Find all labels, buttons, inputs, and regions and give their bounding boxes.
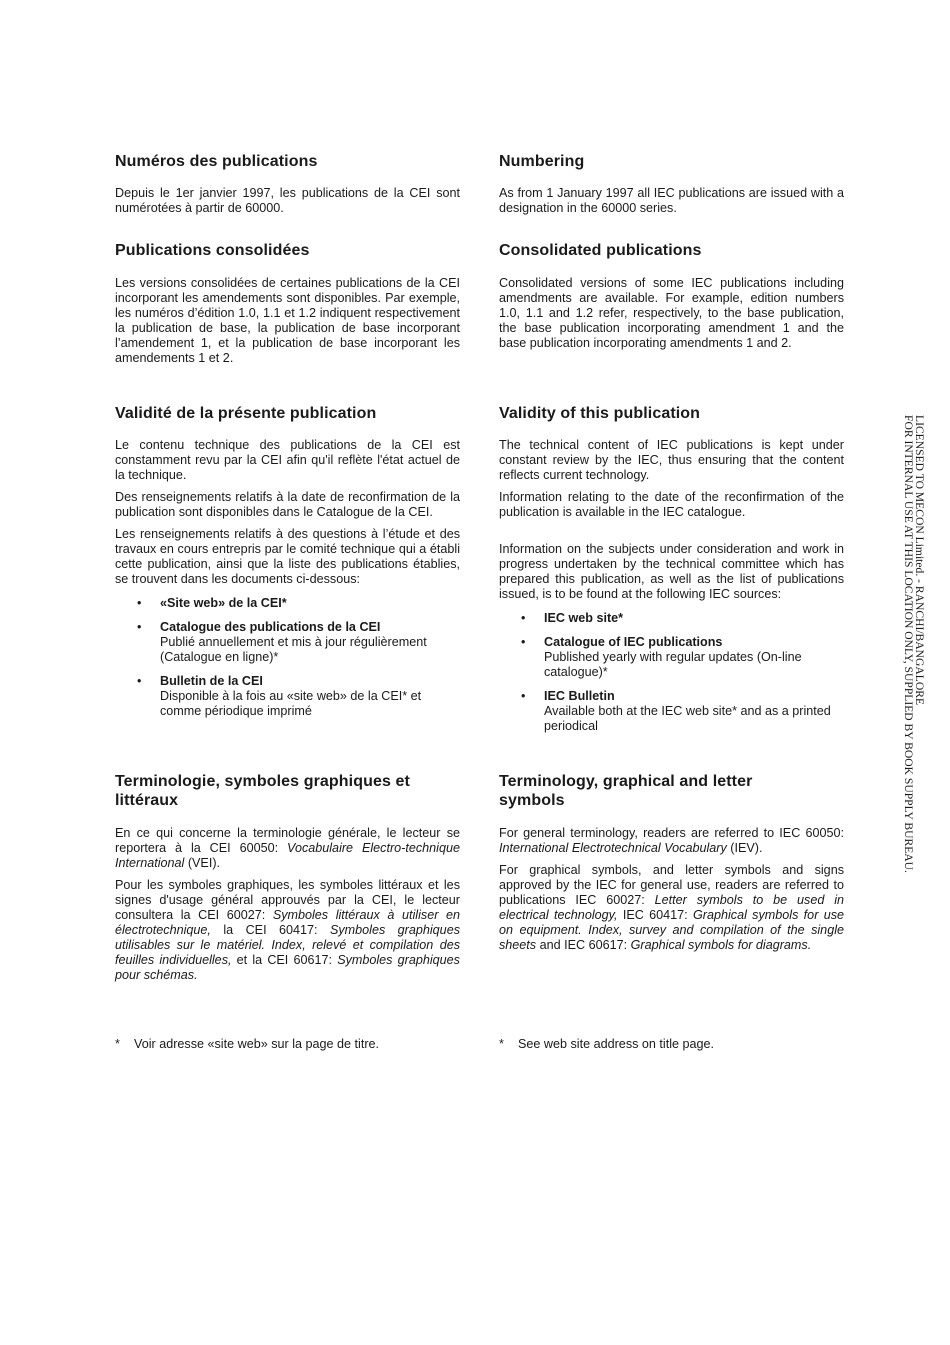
fr-terminology-title: Terminologie, symboles graphiques et littéraux (115, 773, 410, 809)
en-validity-p1: The technical content of IEC publications is kept under constant review by the IEC, thus ensuring that the content reflects current technology. (499, 438, 844, 482)
bullet-icon: • (137, 674, 142, 688)
en-numbering-section (499, 152, 844, 216)
fr-source-title: Catalogue des publications de la CEI (160, 620, 381, 634)
bullet-icon: • (521, 635, 526, 649)
fr-terminology-p1: En ce qui concerne la terminologie générale, le lecteur se reportera à la CEI 60050: Vocabulaire Electro-technique International (VEI). (115, 826, 460, 870)
en-terminology-title: Terminology, graphical and letter symbols (499, 773, 753, 809)
fr-consolidated-title: Publications consolidées (115, 242, 310, 259)
fr-footnote-text: Voir adresse «site web» sur la page de titre. (134, 1037, 380, 1051)
en-validity-p2: Information relating to the date of the reconfirmation of the publication is available in the IEC catalogue. (499, 490, 844, 519)
fr-validity-title: Validité de la présente publication (115, 405, 377, 422)
en-validity-p3: Information on the subjects under consideration and work in progress undertaken by the technical committee which has prepared this publication, as well as the list of publications issued, is to be found at the following IEC sources: (499, 542, 844, 601)
en-terminology-section (499, 772, 844, 953)
en-sources-list (499, 611, 844, 734)
license-line-2: FOR INTERNAL USE AT THIS LOCATION ONLY, SUPPLIED BY BOOK SUPPLY BUREAU. (902, 415, 915, 873)
en-footnote (499, 1037, 714, 1052)
fr-validity-section (115, 404, 460, 728)
list-item (115, 620, 460, 665)
en-validity-title: Validity of this publication (499, 405, 701, 422)
list-item (499, 611, 844, 626)
en-terminology-p2: For graphical symbols, and letter symbols and signs approved by the IEC for general use, readers are referred to publications IEC 60027: Letter symbols to be used in electrical technology, IEC 60417: Graphical symbols for use on equipment. Index, survey and compilation of the single sheets and IEC 60617: Graphical symbols for diagrams. (499, 863, 845, 952)
list-item (115, 596, 460, 611)
footnote-asterisk: * (499, 1037, 504, 1051)
fr-sources-list (115, 596, 460, 719)
en-source-title: IEC Bulletin (544, 689, 615, 703)
fr-numbering-section (115, 152, 460, 216)
footnote-asterisk: * (115, 1037, 120, 1051)
bullet-icon: • (521, 689, 526, 703)
fr-terminology-section (115, 772, 460, 983)
bullet-icon: • (137, 620, 142, 634)
en-validity-section (499, 404, 844, 743)
en-source-desc: Available both at the IEC web site* and as a printed periodical (544, 704, 831, 733)
fr-footnote (115, 1037, 379, 1052)
fr-validity-p3: Les renseignements relatifs à des questions à l’étude et des travaux en cours entrepris par le comité technique qui a établi cette publication, ainsi que la liste des publications établies, se trouvent dans les documents ci-dessous: (115, 527, 460, 586)
fr-source-title: «Site web» de la CEI* (160, 596, 287, 610)
en-terminology-p1: For general terminology, readers are referred to IEC 60050: International Electrotechnical Vocabulary (IEV). (499, 826, 844, 855)
fr-consolidated-section (115, 241, 460, 366)
en-source-title: IEC web site* (544, 611, 624, 625)
fr-numbering-title: Numéros des publications (115, 153, 318, 170)
fr-source-desc: Publié annuellement et mis à jour régulièrement (Catalogue en ligne)* (160, 635, 427, 664)
license-notice (902, 415, 926, 935)
fr-source-desc: Disponible à la fois au «site web» de la CEI* et comme périodique imprimé (160, 689, 422, 718)
en-footnote-text: See web site address on title page. (518, 1037, 715, 1051)
fr-source-title: Bulletin de la CEI (160, 674, 263, 688)
en-source-title: Catalogue of IEC publications (544, 635, 723, 649)
license-line-1: LICENSED TO MECON Limited. - RANCHI/BANGALORE (913, 415, 926, 706)
fr-terminology-p2: Pour les symboles graphiques, les symboles littéraux et les signes d'usage général approuvés par la CEI, le lecteur consultera la CEI 60027: Symboles littéraux à utiliser en électrotechnique, la CEI 60417: Symboles graphiques utilisables sur le matériel. Index, relevé et compilation des feuilles individuelles, et la CEI 60617: Symboles graphiques pour schémas. (115, 878, 460, 982)
list-item (115, 674, 460, 719)
en-consolidated-body: Consolidated versions of some IEC publications including amendments are available. For example, edition numbers 1.0, 1.1 and 1.2 refer, respectively, to the base publication, the base publication incorporating amendment 1 and the base publication incorporating amendments 1 and 2. (499, 276, 844, 350)
list-item (499, 635, 844, 680)
en-numbering-body: As from 1 January 1997 all IEC publications are issued with a designation in the 60000 series. (499, 186, 844, 215)
fr-numbering-body: Depuis le 1er janvier 1997, les publications de la CEI sont numérotées à partir de 60000. (115, 186, 460, 215)
bullet-icon: • (521, 611, 526, 625)
bullet-icon: • (137, 596, 142, 610)
fr-validity-p1: Le contenu technique des publications de la CEI est constamment revu par la CEI afin qu'il reflète l'état actuel de la technique. (115, 438, 460, 482)
fr-validity-p2: Des renseignements relatifs à la date de reconfirmation de la publication sont disponibles dans le Catalogue de la CEI. (115, 490, 460, 519)
list-item (499, 689, 844, 734)
en-source-desc: Published yearly with regular updates (On-line catalogue)* (544, 650, 802, 679)
en-numbering-title: Numbering (499, 153, 585, 170)
en-consolidated-title: Consolidated publications (499, 242, 702, 259)
en-consolidated-section (499, 241, 844, 351)
fr-consolidated-body: Les versions consolidées de certaines publications de la CEI incorporant les amendements sont disponibles. Par exemple, les numéros d’édition 1.0, 1.1 et 1.2 indiquent respectivement la publication de base, la publication de base incorporant l’amendement 1, et la publication de base incorporant les amendements 1 et 2. (115, 276, 460, 365)
